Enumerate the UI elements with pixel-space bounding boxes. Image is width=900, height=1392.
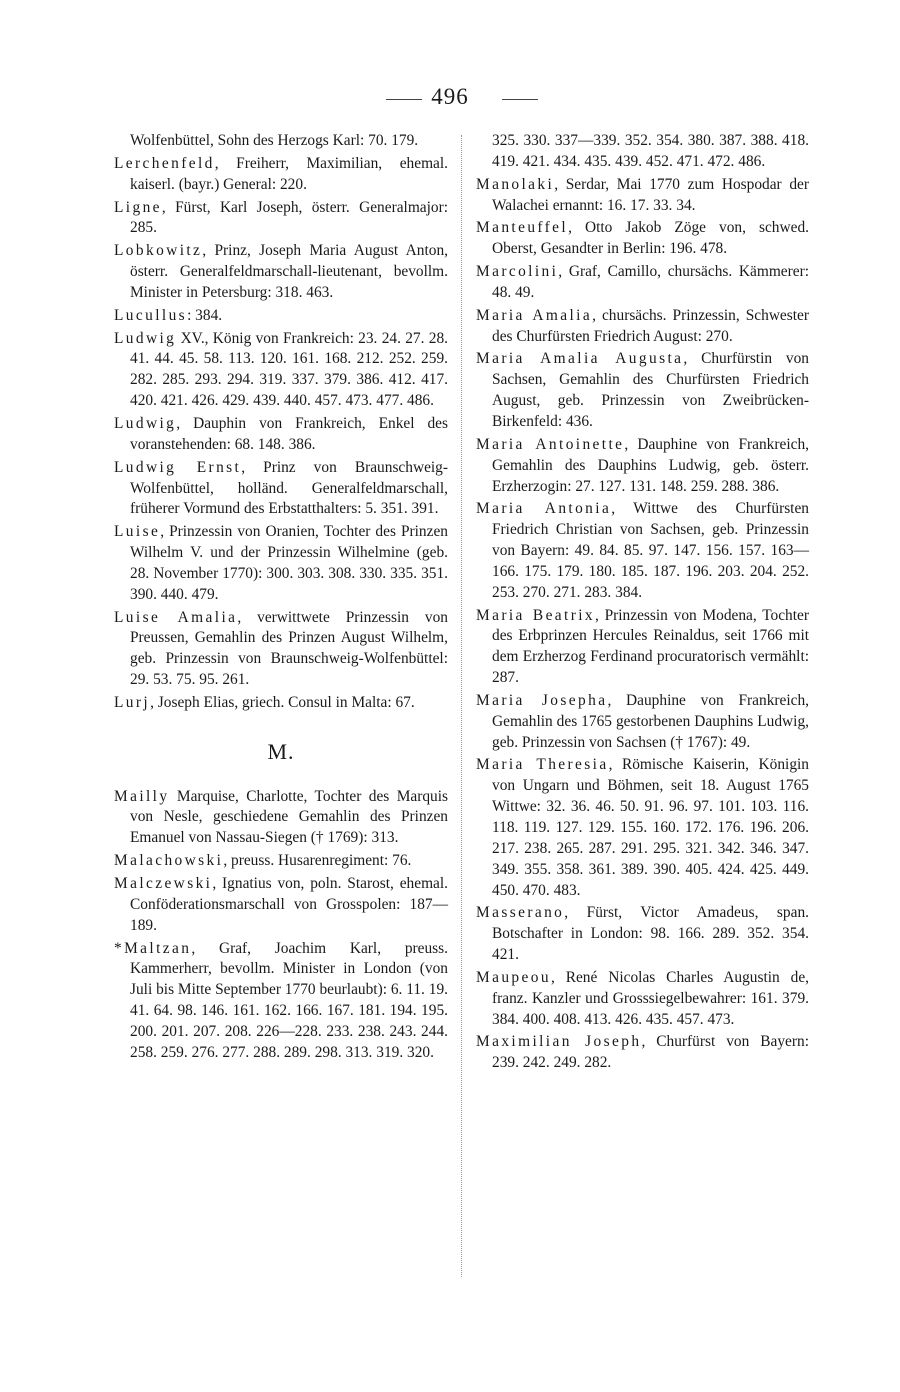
entry-text: , Ignatius von, poln. Starost, ehemal. Conföderationsmarschall von Grosspolen: 187—189. bbox=[130, 875, 448, 934]
entry-text: : 384. bbox=[187, 306, 223, 324]
left-column bbox=[114, 131, 448, 1066]
entry-text: , Römische Kaiserin, Königin von Ungarn und Böhmen, seit 18. August 1765 Wittwe: 32. 36. 46. 50. 91. 96. 97. 101. 103. 116. 118. 119. 127. 129. 155. 160. 172. 176. 196. 206. 217. 238. 265. 287. 291. 295. 321. 342. 346. 347. 349. 355. 358. 361. 389. 390. 405. 424. 425. 449. 450. 470. 483. bbox=[492, 756, 809, 899]
index-entry bbox=[476, 968, 809, 1031]
index-entry bbox=[114, 198, 448, 240]
entry-text: , Freiherr, Maximilian, ehemal. kaiserl. (bayr.) General: 220. bbox=[130, 154, 448, 193]
entry-text: Marquise, Charlotte, Tochter des Marquis von Nesle, geschiedene Gemahlin des Prinzen Emanuel von Nassau-Siegen († 1769): 313. bbox=[130, 787, 448, 847]
entry-headword: Marcolini bbox=[476, 263, 559, 281]
index-entry bbox=[114, 306, 448, 327]
entry-text: , Otto Jakob Zöge von, schwed. Oberst, Gesandter in Berlin: 196. 478. bbox=[492, 219, 809, 258]
entry-headword: Lurj bbox=[114, 693, 151, 711]
entry-headword: Malczewski bbox=[114, 875, 213, 892]
index-entry bbox=[476, 218, 809, 260]
entry-headword: Maria Antonia bbox=[476, 500, 612, 518]
entry-headword: Ludwig bbox=[114, 329, 177, 347]
entry-text: , Prinz, Joseph Maria August Anton, österr. Generalfeldmarschall-lieutenant, bevollm. Minister in Petersburg: 318. 463. bbox=[130, 242, 448, 301]
index-entry bbox=[476, 306, 809, 348]
entry-text: , chursächs. Prinzessin, Schwester des Churfürsten Friedrich August: 270. bbox=[492, 306, 809, 345]
index-entry bbox=[476, 499, 809, 603]
entry-headword: Manolaki bbox=[476, 175, 555, 193]
index-entry bbox=[114, 851, 448, 872]
index-entry bbox=[114, 241, 448, 304]
index-entry bbox=[114, 414, 448, 456]
entry-text: , Dauphin von Frankreich, Enkel des voranstehenden: 68. 148. 386. bbox=[130, 414, 448, 453]
entry-text: , Fürst, Karl Joseph, österr. Generalmajor: 285. bbox=[130, 198, 448, 237]
entry-headword: Maria Amalia bbox=[476, 306, 593, 324]
entry-text: , Prinzessin von Oranien, Tochter des Prinzen Wilhelm V. und der Prinzessin Wilhelmine (geb. 28. November 1770): 300. 303. 308. 330. 335. 351. 390. 440. 479. bbox=[130, 523, 448, 603]
entry-text: , preuss. Husarenregiment: 76. bbox=[223, 852, 412, 870]
entry-headword: Mailly bbox=[114, 787, 170, 805]
index-entry bbox=[114, 693, 448, 714]
entry-headword: Luise bbox=[114, 523, 161, 541]
index-entry bbox=[476, 349, 809, 432]
continuation-text: 325. 330. 337—339. 352. 354. 380. 387. 388. 418. 419. 421. 434. 435. 439. 452. 471. 472. 486. bbox=[492, 132, 809, 170]
entries bbox=[476, 175, 809, 1074]
index-entry bbox=[476, 262, 809, 304]
entry-text: XV., König von Frankreich: 23. 24. 27. 28. 41. 44. 45. 58. 113. 120. 161. 168. 212. 252. 259. 282. 285. 293. 294. 319. 337. 379. 386. 412. 417. 420. 421. 426. 429. 439. 440. 457. 473. 477. 486. bbox=[130, 329, 448, 410]
entry-text: , Wittwe des Churfürsten Friedrich Christian von Sachsen, geb. Prinzessin von Bayern: 49. 84. 85. 97. 147. 156. 157. 163—166. 175. 179. 180. 185. 187. 196. 203. 204. 252. 253. 270. 271. 283. 384. bbox=[492, 500, 809, 601]
entry-text: , Dauphine von Frankreich, Gemahlin des 1765 gestorbenen Dauphins Ludwig, geb. Prinzessin von Sachsen († 1767): 49. bbox=[492, 691, 809, 751]
entry-text: , Graf, Camillo, chursächs. Kämmerer: 48. 49. bbox=[492, 263, 809, 301]
entry-text: , Dauphine von Frankreich, Gemahlin des Dauphins Ludwig, geb. österr. Erzherzogin: 27. 127. 131. 148. 259. 288. 386. bbox=[492, 435, 809, 495]
entry-headword: Luise Amalia bbox=[114, 608, 238, 626]
section-letter: M. bbox=[267, 738, 295, 764]
index-entry bbox=[114, 154, 448, 196]
entry-headword: Maria Theresia bbox=[476, 756, 609, 774]
right-column bbox=[476, 131, 809, 1076]
entry-headword: Maria Beatrix bbox=[476, 606, 595, 624]
header-rule-right bbox=[502, 99, 538, 100]
entry-text: , René Nicolas Charles Augustin de, franz. Kanzler und Grosssiegelbewahrer: 161. 379. 384. 400. 408. 413. 426. 435. 457. 473. bbox=[492, 968, 809, 1028]
entry-headword: Lobkowitz bbox=[114, 242, 203, 260]
entry-headword: Maria Josepha bbox=[476, 691, 608, 709]
index-entry bbox=[476, 691, 809, 754]
index-entry bbox=[114, 522, 448, 605]
entry-text: , Graf, Joachim Karl, preuss. Kammerherr, bevollm. Minister in London (von Juli bis Mitte September 1770 beurlaubt): 6. 11. 19. 41. 64. 98. 146. 161. 162. 166. 167. 181. 194. 195. 200. 201. 207. 208. 226—228. 233. 238. 243. 244. 258. 259. 276. 277. 288. 289. 298. 313. 319. 320. bbox=[130, 939, 448, 1061]
continuation-text: Wolfenbüttel, Sohn des Herzogs Karl: 70. 179. bbox=[130, 132, 419, 149]
entry-headword: Malachowski bbox=[114, 852, 224, 870]
index-entry bbox=[476, 903, 809, 966]
index-entry bbox=[476, 435, 809, 498]
entry-text: , Prinz von Braunschweig-Wolfenbüttel, holländ. Generalfeldmarschall, früherer Vormund des Erbstatthalters: 5. 351. 391. bbox=[130, 458, 449, 518]
page-header bbox=[0, 84, 900, 114]
entry-headword: Maupeou bbox=[476, 968, 551, 986]
entry-headword: Ludwig Ernst bbox=[114, 458, 242, 476]
entries-before bbox=[114, 154, 448, 714]
entries-after bbox=[114, 787, 448, 1064]
index-entry bbox=[476, 606, 809, 689]
entry-headword: Maximilian Joseph bbox=[476, 1033, 642, 1051]
index-entry bbox=[114, 874, 448, 937]
index-entry bbox=[476, 175, 809, 217]
entry-text: , Joseph Elias, griech. Consul in Malta: 67. bbox=[150, 693, 415, 711]
index-entry bbox=[476, 755, 809, 901]
entry-text: , Churfürstin von Sachsen, Gemahlin des Churfürsten Friedrich August, geb. Prinzessin von Zweibrücken-Birkenfeld: 436. bbox=[492, 350, 809, 430]
index-entry bbox=[114, 787, 448, 850]
entry-headword: Masserano bbox=[476, 904, 565, 922]
entry-text: , Serdar, Mai 1770 zum Hospodar der Walachei ernannt: 16. 17. 33. 34. bbox=[492, 175, 809, 214]
column-divider bbox=[461, 135, 462, 1277]
entry-headword: Maria Amalia Augusta bbox=[476, 350, 684, 368]
entry-headword: Manteuffel bbox=[476, 219, 569, 237]
entry-headword: Maria Antoinette bbox=[476, 435, 625, 453]
index-entry bbox=[114, 458, 448, 521]
index-entry bbox=[476, 1032, 809, 1074]
entry-text: , Churfürst von Bayern: 239. 242. 249. 282. bbox=[492, 1033, 809, 1072]
entry-text: , Fürst, Victor Amadeus, span. Botschafter in London: 98. 166. 289. 352. 354. 421. bbox=[492, 904, 809, 964]
entry-headword: Ligne bbox=[114, 198, 162, 216]
entry-headword: Lucullus bbox=[114, 306, 188, 324]
entry-headword: Ludwig bbox=[114, 414, 177, 432]
entry-text: , verwittwete Prinzessin von Preussen, Gemahlin des Prinzen August Wilhelm, geb. Prinzessin von Braunschweig-Wolfenbüttel: 29. 53. 75. 95. 261. bbox=[130, 608, 448, 689]
index-entry bbox=[114, 939, 448, 1064]
entry-headword: *Maltzan bbox=[114, 939, 192, 957]
page-number: 496 bbox=[431, 84, 469, 109]
index-entry bbox=[114, 608, 448, 691]
index-entry bbox=[114, 329, 448, 412]
entry-text: , Prinzessin von Modena, Tochter des Erbprinzen Hercules Reinaldus, seit 1766 mit dem Erzherzog Ferdinand procuratorisch vermählt: 287. bbox=[492, 606, 809, 687]
entry-headword: Lerchenfeld bbox=[114, 154, 215, 172]
